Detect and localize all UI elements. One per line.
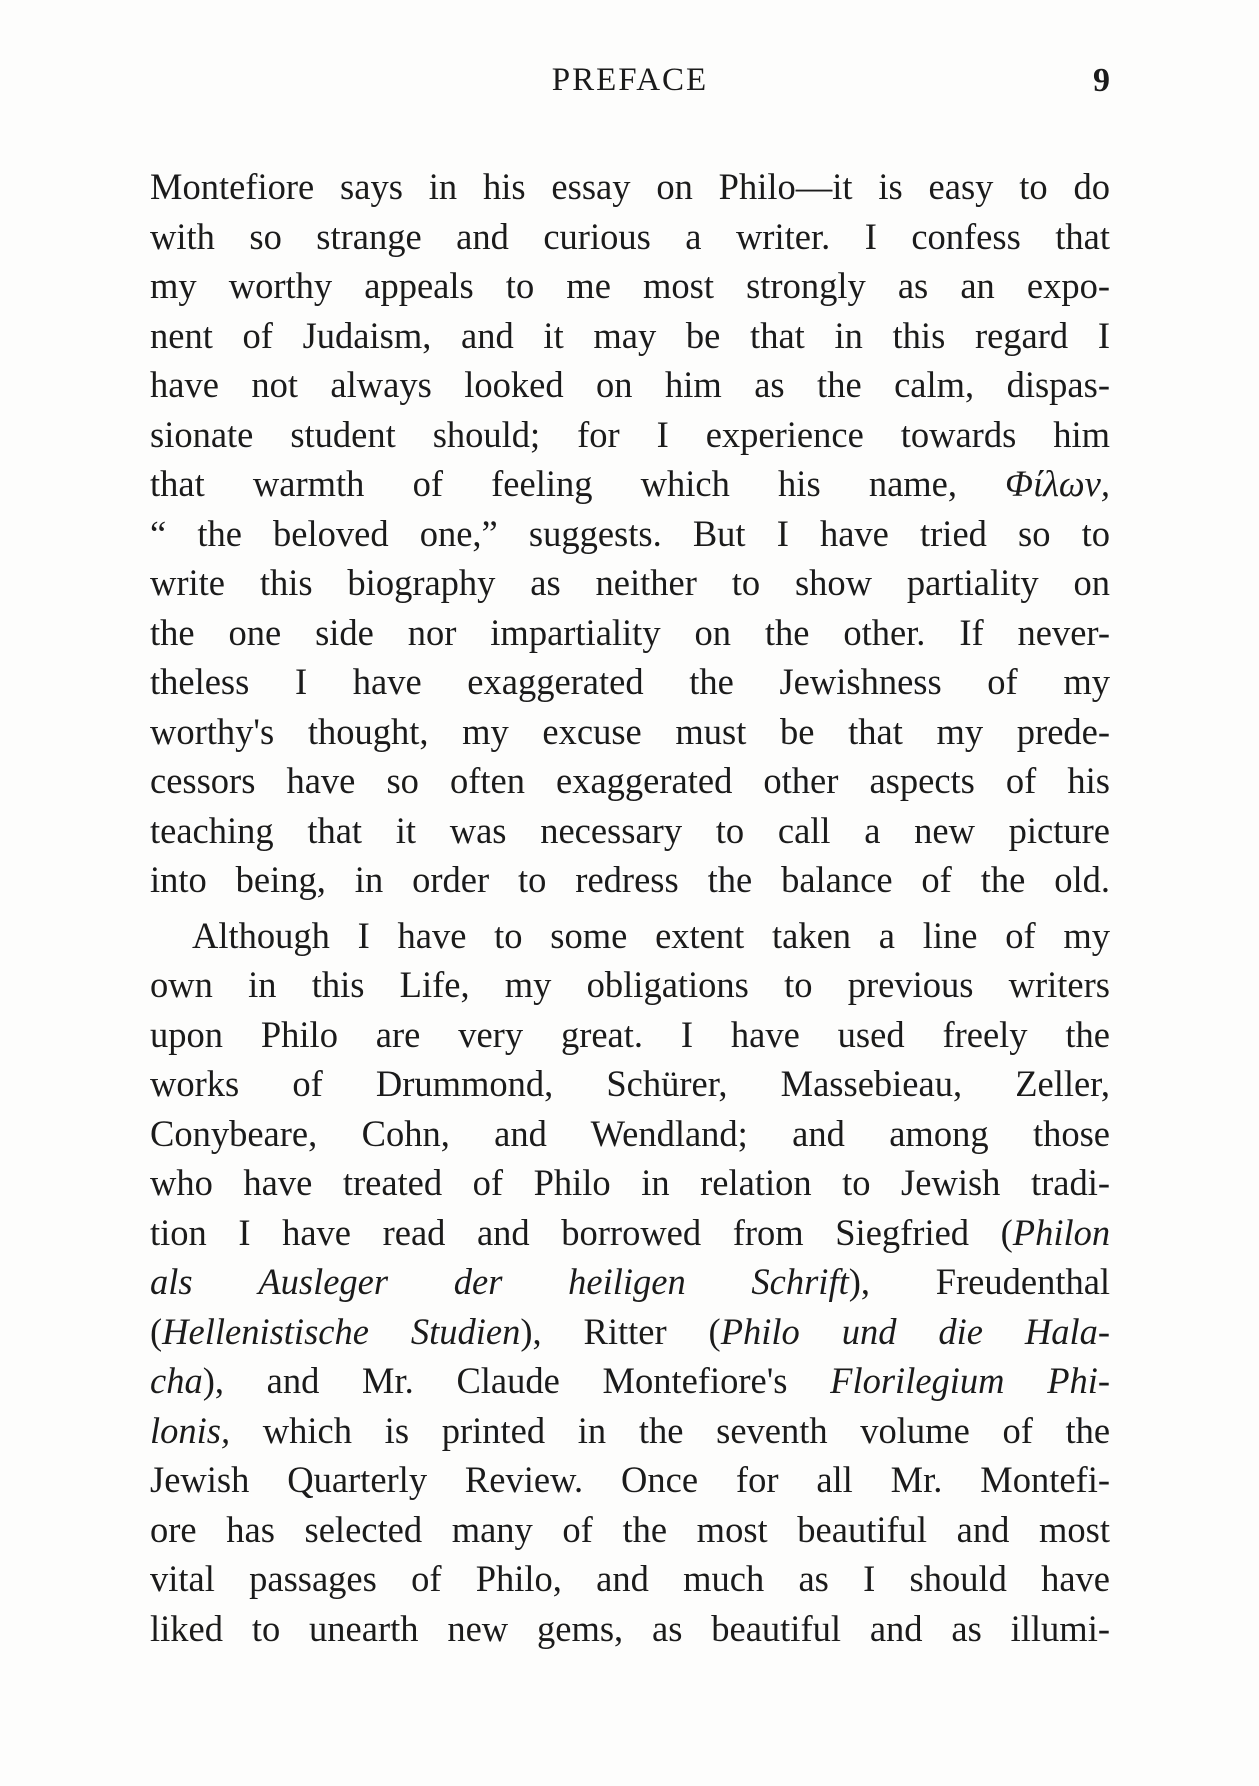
text-line: ore has selected many of the most beautiful and most [150, 1508, 1110, 1550]
text-line: cha), and Mr. Claude Montefiore's Florilegium Phi- [150, 1360, 1110, 1401]
body-text [150, 162, 1110, 1653]
text-line: that warmth of feeling which his name, Φίλων, [150, 463, 1110, 504]
text-line: Jewish Quarterly Review. Once for all Mr. Montefi- [150, 1459, 1110, 1500]
text-line: teaching that it was necessary to call a new picture [150, 809, 1110, 851]
text-line: tion I have read and borrowed from Siegfried (Philon [150, 1211, 1110, 1253]
text-line: with so strange and curious a writer. I confess that [150, 215, 1110, 257]
text-line: worthy's thought, my excuse must be that my prede- [150, 710, 1110, 752]
text-line: have not always looked on him as the calm, dispas- [150, 364, 1110, 405]
text-line: “ the beloved one,” suggests. But I have tried so to [150, 512, 1110, 554]
text-line: the one side nor impartiality on the other. If never- [150, 611, 1110, 653]
chapter-title: PREFACE [551, 62, 709, 98]
text-line: Conybeare, Cohn, and Wendland; and among those [150, 1112, 1110, 1154]
page-number: 9 [1093, 62, 1110, 99]
running-head [150, 62, 1110, 106]
text-line: into being, in order to redress the balance of the old. [150, 859, 1110, 900]
text-line: cessors have so often exaggerated other aspects of his [150, 760, 1110, 801]
text-line: (Hellenistische Studien), Ritter (Philo und die Hala- [150, 1310, 1110, 1352]
text-line: upon Philo are very great. I have used freely the [150, 1013, 1110, 1055]
text-line: als Ausleger der heiligen Schrift), Freudenthal [150, 1261, 1110, 1302]
text-line: works of Drummond, Schürer, Massebieau, Zeller, [150, 1063, 1110, 1104]
text-line: vital passages of Philo, and much as I should have [150, 1558, 1110, 1599]
text-line: who have treated of Philo in relation to Jewish tradi- [150, 1162, 1110, 1203]
text-line: Although I have to some extent taken a line of my [192, 914, 1110, 956]
text-line: write this biography as neither to show partiality on [150, 562, 1110, 603]
paragraph-2 [150, 911, 1110, 1654]
text-line: own in this Life, my obligations to previous writers [150, 964, 1110, 1005]
text-line: liked to unearth new gems, as beautiful and as illumi- [150, 1607, 1110, 1649]
text-line: nent of Judaism, and it may be that in this regard I [150, 314, 1110, 356]
text-line: Montefiore says in his essay on Philo—it is easy to do [150, 166, 1110, 207]
paragraph-1 [150, 162, 1110, 905]
text-line: sionate student should; for I experience towards him [150, 413, 1110, 455]
text-line: lonis, which is printed in the seventh volume of the [150, 1409, 1110, 1451]
text-line: my worthy appeals to me most strongly as an expo- [150, 265, 1110, 306]
text-line: theless I have exaggerated the Jewishness of my [150, 661, 1110, 702]
